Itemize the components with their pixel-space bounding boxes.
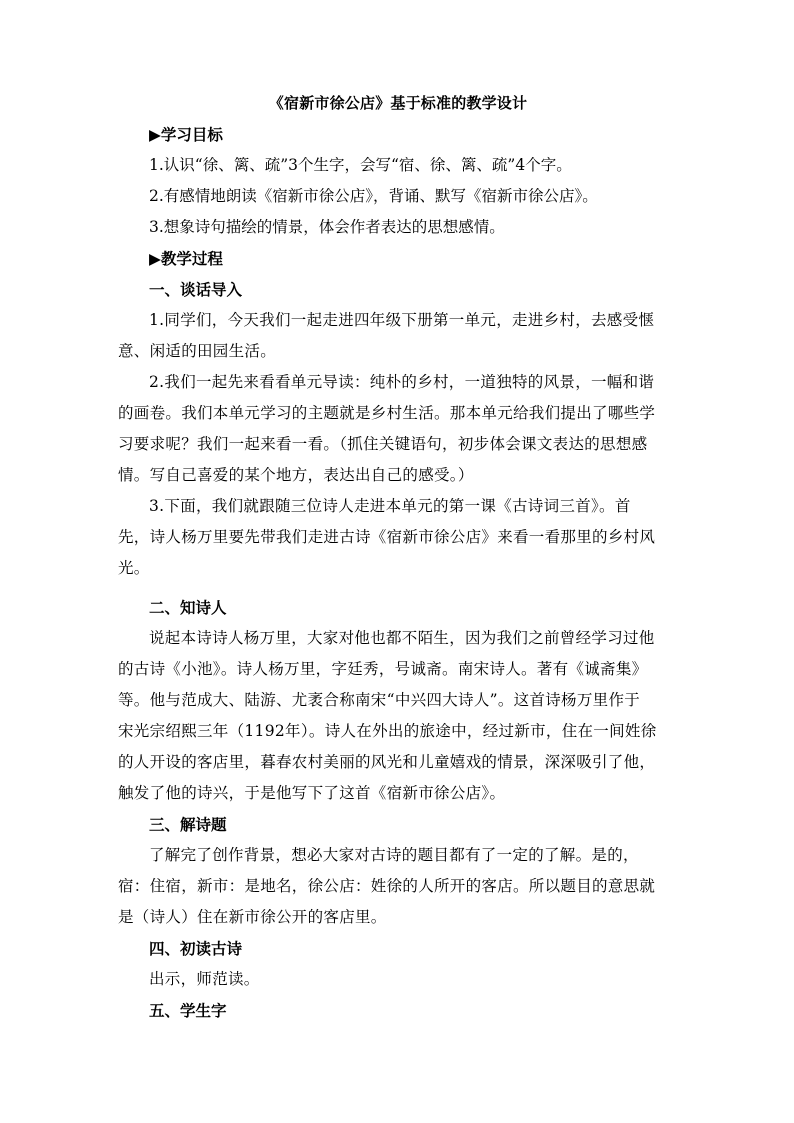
- process-heading: ▶教学过程: [149, 249, 223, 268]
- section-heading: 二、知诗人: [149, 598, 227, 617]
- goal-item: 3.想象诗句描绘的情景，体会作者表达的思想感情。: [149, 218, 505, 236]
- goals-heading: ▶学习目标: [149, 125, 223, 144]
- section-paragraph: 3.下面，我们就跟随三位诗人走进本单元的第一课《古诗词三首》。首 先，诗人杨万里要先带我们走进古诗《宿新市徐公店》来看一看那里的乡村风 光。: [118, 497, 656, 577]
- section-paragraph: 1.同学们，今天我们一起走进四年级下册第一单元，走进乡村，去感受惬 意、闲适的田园生活。: [118, 311, 655, 360]
- goal-item: 1.认识“徐、篱、疏”3个生字，会写“宿、徐、篱、疏”4个字。: [149, 156, 572, 174]
- section-paragraph: 出示，师范读。: [149, 970, 260, 988]
- section-paragraph: 2.我们一起先来看看单元导读：纯朴的乡村，一道独特的风景，一幅和谐 的画卷。我们本单元学习的主题就是乡村生活。那本单元给我们提出了哪些学 习要求呢？我们一起来看一看。（抓住关键语句，初步体会课文表达的思想感 情。写自己喜爱的某个地方，表达出自己的感受。）: [118, 373, 656, 484]
- section-paragraph: 说起本诗诗人杨万里，大家对他也都不陌生，因为我们之前曾经学习过他 的古诗《小池》。诗人杨万里，字廷秀，号诚斋。南宋诗人。著有《诚斋集》 等。他与范成大、陆游、尤袤合称南宋“中兴四大诗人”。这首诗杨万里作于 宋光宗绍熙三年（1192年）。诗人在外出的旅途中，经过新市，住在一间姓徐 的人开设的客店里，暮春农村美丽的风光和儿童嬉戏的情景，深深吸引了他， 触发了他的诗兴，于是他写下了这首《宿新市徐公店》。: [118, 629, 657, 802]
- section-heading: 三、解诗题: [149, 815, 227, 834]
- section-heading: 一、谈话导入: [149, 280, 243, 299]
- section-heading: 五、学生字: [149, 1001, 227, 1020]
- section-heading: 四、初读古诗: [149, 939, 243, 958]
- document-page: [118, 88, 678, 1026]
- section-paragraph: 了解完了创作背景，想必大家对古诗的题目都有了一定的了解。是的， 宿：住宿，新市：是地名，徐公店：姓徐的人所开的客店。所以题目的意思就 是（诗人）住在新市徐公开的客店里。: [118, 846, 656, 926]
- document-title: 《宿新市徐公店》基于标准的教学设计: [268, 94, 528, 112]
- goal-item: 2.有感情地朗读《宿新市徐公店》，背诵、默写《宿新市徐公店》。: [149, 187, 598, 205]
